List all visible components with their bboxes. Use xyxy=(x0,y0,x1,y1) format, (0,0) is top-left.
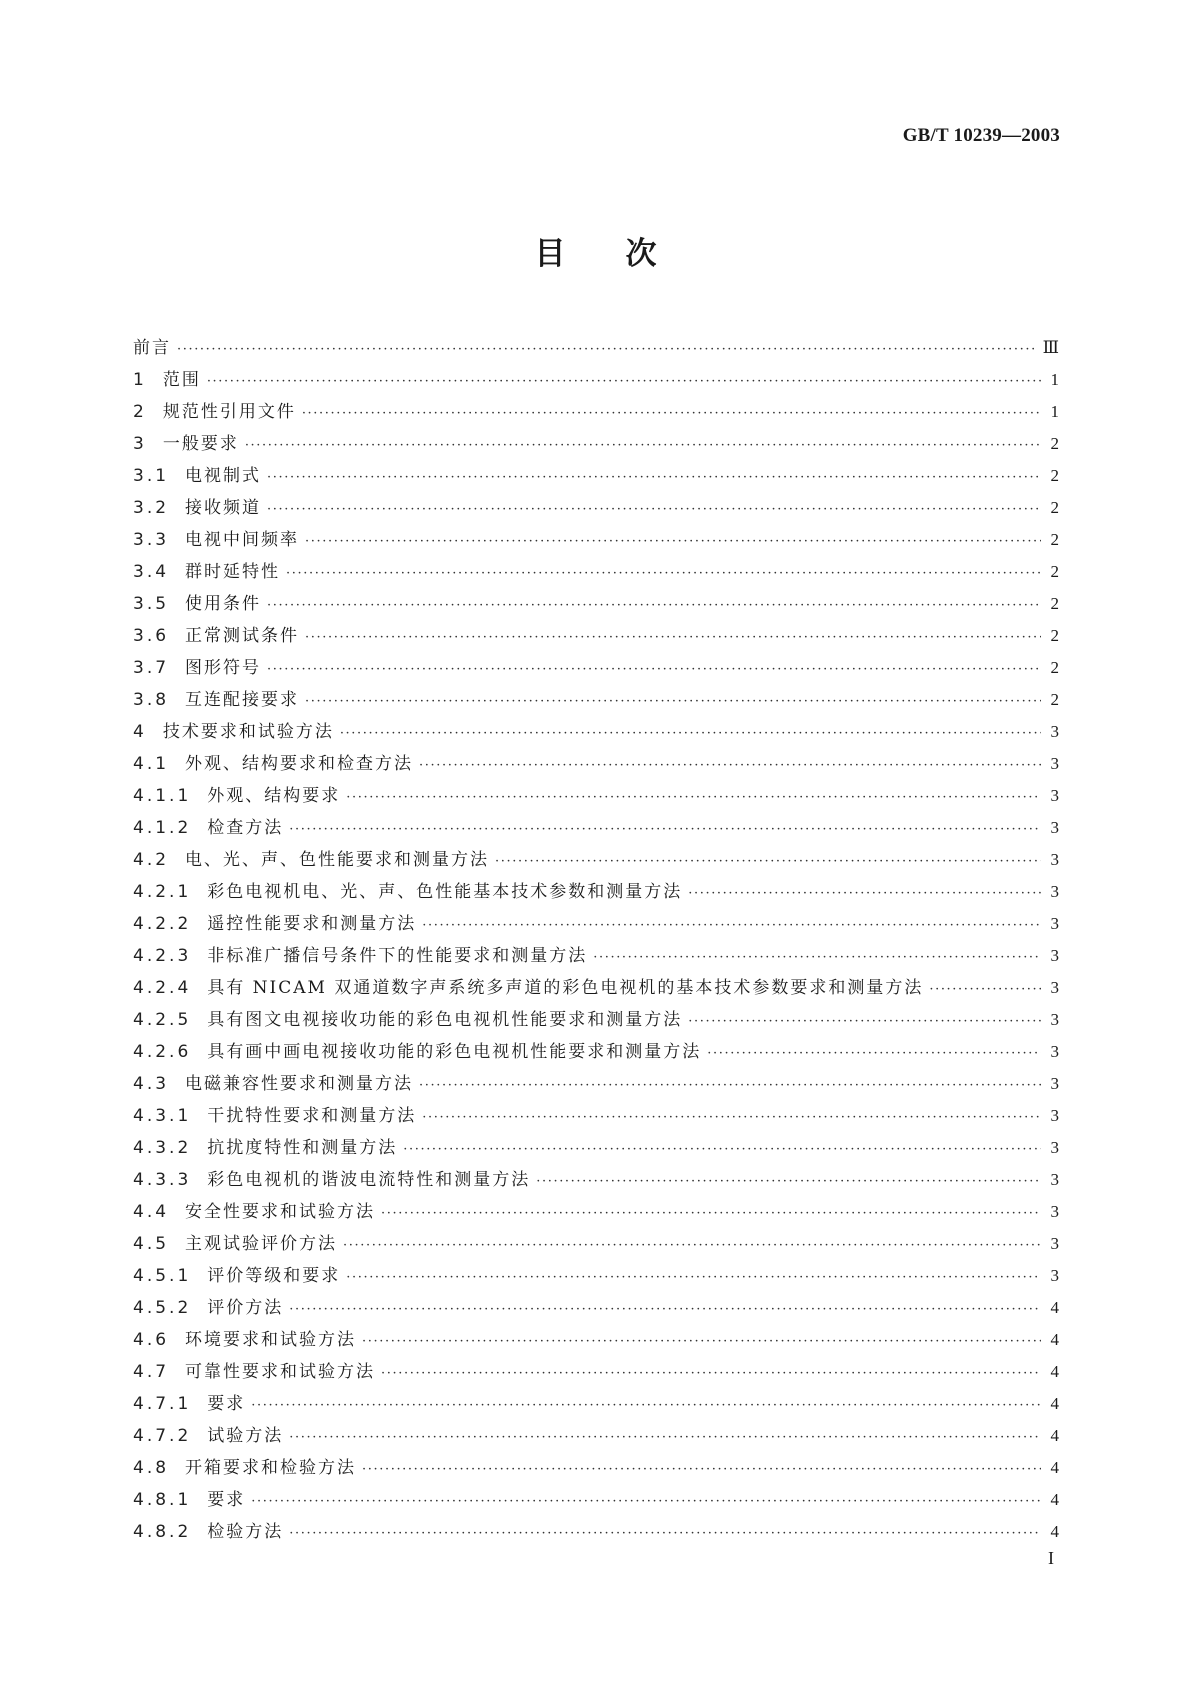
standard-code: GB/T 10239—2003 xyxy=(902,125,1060,146)
toc-leader-dots xyxy=(688,1006,1041,1038)
toc-entry-page: 3 xyxy=(1050,1074,1059,1093)
toc-entry[interactable] xyxy=(133,588,1059,620)
toc-entry[interactable] xyxy=(133,1036,1059,1068)
toc-entry[interactable] xyxy=(133,396,1059,428)
toc-leader-dots xyxy=(707,1038,1041,1070)
toc-entry-number: 3.2 xyxy=(133,498,170,518)
toc-entry-number: 4.1.2 xyxy=(133,818,192,838)
toc-entry-number: 3.6 xyxy=(133,626,170,646)
toc-entry-page: 3 xyxy=(1050,850,1059,869)
page-number: I xyxy=(1048,1548,1054,1568)
toc-entry[interactable] xyxy=(133,1228,1059,1260)
toc-entry-number: 4.2.2 xyxy=(133,914,192,934)
toc-leader-dots xyxy=(422,910,1041,942)
toc-entry-title: 图形符号 xyxy=(185,658,262,678)
toc-entry-number: 3.3 xyxy=(133,530,170,550)
toc-entry[interactable] xyxy=(133,1132,1059,1164)
toc-entry[interactable] xyxy=(133,1388,1059,1420)
toc-entry-title: 主观试验评价方法 xyxy=(185,1234,338,1254)
toc-entry-title: 规范性引用文件 xyxy=(162,402,296,422)
toc-entry-number: 3.5 xyxy=(133,594,170,614)
toc-entry[interactable] xyxy=(133,940,1059,972)
toc-entry[interactable] xyxy=(133,1516,1059,1548)
toc-entry-number: 4.8.1 xyxy=(133,1490,192,1510)
toc-entry[interactable] xyxy=(133,428,1059,460)
toc-entry-title: 正常测试条件 xyxy=(185,626,300,646)
toc-leader-dots xyxy=(251,1390,1041,1422)
toc-entry[interactable] xyxy=(133,684,1059,716)
toc-entry-title: 一般要求 xyxy=(162,434,239,454)
toc-leader-dots xyxy=(346,1262,1041,1294)
toc-entry[interactable] xyxy=(133,748,1059,780)
toc-entry[interactable] xyxy=(133,812,1059,844)
toc-entry-page: 3 xyxy=(1050,1138,1059,1157)
toc-entry-page: 4 xyxy=(1050,1394,1059,1413)
toc-entry-number: 4.3.1 xyxy=(133,1106,192,1126)
toc-entry-page: 2 xyxy=(1050,594,1059,613)
toc-entry-title: 群时延特性 xyxy=(185,562,281,582)
toc-leader-dots xyxy=(289,1422,1041,1454)
toc-entry-title: 电磁兼容性要求和测量方法 xyxy=(185,1074,414,1094)
toc-entry-page: 4 xyxy=(1050,1522,1059,1541)
toc-entry[interactable] xyxy=(133,1452,1059,1484)
toc-leader-dots xyxy=(305,622,1041,654)
toc-leader-dots xyxy=(286,558,1041,590)
toc-entry-page: 3 xyxy=(1050,978,1059,997)
toc-entry-page: 3 xyxy=(1050,946,1059,965)
toc-entry-page: 2 xyxy=(1050,498,1059,517)
toc-entry-number: 4.6 xyxy=(133,1330,170,1350)
toc-entry[interactable] xyxy=(133,1068,1059,1100)
toc-entry-page: 3 xyxy=(1050,1170,1059,1189)
toc-entry-number: 4.2.1 xyxy=(133,882,192,902)
toc-entry-number: 3.4 xyxy=(133,562,170,582)
toc-entry[interactable] xyxy=(133,652,1059,684)
toc-entry-number: 4.2.4 xyxy=(133,978,192,998)
toc-leader-dots xyxy=(305,686,1041,718)
toc-entry-page: 2 xyxy=(1050,530,1059,549)
toc-entry-title: 前言 xyxy=(133,338,171,358)
toc-entry-page: 1 xyxy=(1050,370,1059,389)
toc-entry[interactable] xyxy=(133,1484,1059,1516)
toc-entry-number: 4.1 xyxy=(133,754,170,774)
toc-entry-page: 3 xyxy=(1050,1234,1059,1253)
toc-entry-number: 3.7 xyxy=(133,658,170,678)
toc-entry-title: 彩色电视机的谐波电流特性和测量方法 xyxy=(207,1170,531,1190)
toc-leader-dots xyxy=(267,654,1041,686)
toc-entry-number: 3 xyxy=(133,434,147,454)
toc-entry-title: 抗扰度特性和测量方法 xyxy=(207,1138,398,1158)
toc-entry-number: 4.7.2 xyxy=(133,1426,192,1446)
toc-entry-title: 评价等级和要求 xyxy=(207,1266,341,1286)
toc-leader-dots xyxy=(362,1326,1041,1358)
toc-entry-page: 3 xyxy=(1050,722,1059,741)
toc-entry-title: 遥控性能要求和测量方法 xyxy=(207,914,417,934)
toc-entry-title: 检查方法 xyxy=(207,818,284,838)
toc-entry[interactable] xyxy=(133,1004,1059,1036)
toc-entry-page: 4 xyxy=(1050,1298,1059,1317)
toc-leader-dots xyxy=(381,1358,1041,1390)
toc-entry[interactable] xyxy=(133,1324,1059,1356)
toc-entry-page: Ⅲ xyxy=(1042,338,1059,357)
toc-entry[interactable] xyxy=(133,1356,1059,1388)
toc-entry-number: 4.3.3 xyxy=(133,1170,192,1190)
toc-leader-dots xyxy=(593,942,1041,974)
toc-entry[interactable] xyxy=(133,876,1059,908)
toc-entry-title: 电、光、声、色性能要求和测量方法 xyxy=(185,850,490,870)
toc-entry-title: 电视制式 xyxy=(185,466,262,486)
toc-entry-title: 安全性要求和试验方法 xyxy=(185,1202,376,1222)
toc-entry-title: 具有画中画电视接收功能的彩色电视机性能要求和测量方法 xyxy=(207,1042,702,1062)
toc-entry-page: 3 xyxy=(1050,818,1059,837)
toc-entry[interactable] xyxy=(133,1260,1059,1292)
toc-entry-number: 4.7.1 xyxy=(133,1394,192,1414)
toc-entry-number: 4.5.1 xyxy=(133,1266,192,1286)
toc-leader-dots xyxy=(929,974,1041,1006)
toc-entry[interactable] xyxy=(133,1164,1059,1196)
toc-entry-number: 4.2 xyxy=(133,850,170,870)
toc-entry-title: 环境要求和试验方法 xyxy=(185,1330,357,1350)
toc-entry-number: 4.8.2 xyxy=(133,1522,192,1542)
toc-entry-number: 4.3.2 xyxy=(133,1138,192,1158)
toc-entry-page: 2 xyxy=(1050,658,1059,677)
toc-leader-dots xyxy=(177,334,1037,366)
toc-leader-dots xyxy=(495,846,1041,878)
toc-entry-page: 3 xyxy=(1050,1202,1059,1221)
toc-entry-title: 外观、结构要求和检查方法 xyxy=(185,754,414,774)
toc-leader-dots xyxy=(536,1166,1041,1198)
table-of-contents xyxy=(133,332,1059,1548)
toc-entry-number: 4.2.5 xyxy=(133,1010,192,1030)
toc-entry-number: 4.2.3 xyxy=(133,946,192,966)
toc-entry[interactable] xyxy=(133,492,1059,524)
toc-entry-number: 4 xyxy=(133,722,147,742)
toc-entry-page: 3 xyxy=(1050,1010,1059,1029)
toc-entry-title: 试验方法 xyxy=(207,1426,284,1446)
toc-entry[interactable] xyxy=(133,716,1059,748)
toc-leader-dots xyxy=(267,462,1041,494)
toc-entry[interactable] xyxy=(133,524,1059,556)
toc-entry-number: 3.8 xyxy=(133,690,170,710)
toc-entry-page: 2 xyxy=(1050,466,1059,485)
toc-entry[interactable] xyxy=(133,1100,1059,1132)
toc-entry-page: 2 xyxy=(1050,434,1059,453)
toc-entry-page: 3 xyxy=(1050,882,1059,901)
toc-entry[interactable] xyxy=(133,364,1059,396)
toc-leader-dots xyxy=(267,590,1041,622)
toc-leader-dots xyxy=(381,1198,1041,1230)
toc-entry-title: 具有 NICAM 双通道数字声系统多声道的彩色电视机的基本技术参数要求和测量方法 xyxy=(207,978,924,998)
toc-entry-number: 3.1 xyxy=(133,466,170,486)
toc-entry-title: 接收频道 xyxy=(185,498,262,518)
toc-entry-title: 检验方法 xyxy=(207,1522,284,1542)
toc-leader-dots xyxy=(251,1486,1041,1518)
toc-leader-dots xyxy=(289,1294,1041,1326)
toc-entry-title: 要求 xyxy=(207,1490,246,1510)
toc-entry-page: 2 xyxy=(1050,562,1059,581)
toc-entry[interactable] xyxy=(133,972,1059,1004)
toc-entry[interactable] xyxy=(133,844,1059,876)
toc-entry-title: 范围 xyxy=(162,370,201,390)
toc-leader-dots xyxy=(422,1102,1041,1134)
toc-leader-dots xyxy=(419,1070,1041,1102)
toc-entry-title: 可靠性要求和试验方法 xyxy=(185,1362,376,1382)
toc-leader-dots xyxy=(289,814,1041,846)
toc-entry[interactable] xyxy=(133,460,1059,492)
toc-entry[interactable] xyxy=(133,1196,1059,1228)
toc-leader-dots xyxy=(207,366,1041,398)
toc-entry-page: 2 xyxy=(1050,626,1059,645)
toc-entry-title: 外观、结构要求 xyxy=(207,786,341,806)
toc-entry-title: 要求 xyxy=(207,1394,246,1414)
toc-entry-number: 4.2.6 xyxy=(133,1042,192,1062)
toc-leader-dots xyxy=(419,750,1041,782)
toc-entry-title: 技术要求和试验方法 xyxy=(162,722,334,742)
toc-entry-page: 4 xyxy=(1050,1362,1059,1381)
toc-entry-page: 3 xyxy=(1050,914,1059,933)
toc-entry[interactable] xyxy=(133,1292,1059,1324)
toc-entry-page: 3 xyxy=(1050,1042,1059,1061)
toc-entry[interactable] xyxy=(133,908,1059,940)
toc-entry-title: 干扰特性要求和测量方法 xyxy=(207,1106,417,1126)
toc-entry-page: 4 xyxy=(1050,1458,1059,1477)
toc-entry-number: 4.5.2 xyxy=(133,1298,192,1318)
toc-entry-title: 具有图文电视接收功能的彩色电视机性能要求和测量方法 xyxy=(207,1010,683,1030)
toc-entry-number: 1 xyxy=(133,370,147,390)
toc-leader-dots xyxy=(688,878,1041,910)
toc-entry-page: 4 xyxy=(1050,1426,1059,1445)
toc-entry-title: 电视中间频率 xyxy=(185,530,300,550)
toc-entry-page: 1 xyxy=(1050,402,1059,421)
page-title: 目次 xyxy=(534,236,717,272)
toc-entry-title: 互连配接要求 xyxy=(185,690,300,710)
toc-entry-page: 4 xyxy=(1050,1490,1059,1509)
toc-leader-dots xyxy=(267,494,1041,526)
toc-entry[interactable] xyxy=(133,556,1059,588)
toc-entry-title: 评价方法 xyxy=(207,1298,284,1318)
toc-entry-page: 4 xyxy=(1050,1330,1059,1349)
toc-entry-page: 3 xyxy=(1050,754,1059,773)
toc-entry[interactable] xyxy=(133,620,1059,652)
toc-entry-title: 彩色电视机电、光、声、色性能基本技术参数和测量方法 xyxy=(207,882,683,902)
toc-leader-dots xyxy=(289,1518,1041,1550)
toc-entry-number: 4.1.1 xyxy=(133,786,192,806)
toc-entry-page: 3 xyxy=(1050,1266,1059,1285)
toc-entry-number: 4.4 xyxy=(133,1202,170,1222)
toc-leader-dots xyxy=(343,1230,1041,1262)
toc-entry-page: 3 xyxy=(1050,1106,1059,1125)
toc-entry-number: 4.8 xyxy=(133,1458,170,1478)
toc-leader-dots xyxy=(305,526,1041,558)
toc-entry-number: 4.5 xyxy=(133,1234,170,1254)
toc-entry[interactable] xyxy=(133,332,1059,364)
toc-entry-number: 4.7 xyxy=(133,1362,170,1382)
toc-entry-title: 非标准广播信号条件下的性能要求和测量方法 xyxy=(207,946,588,966)
toc-entry-page: 3 xyxy=(1050,786,1059,805)
toc-entry-number: 2 xyxy=(133,402,147,422)
toc-entry-title: 使用条件 xyxy=(185,594,262,614)
toc-leader-dots xyxy=(346,782,1041,814)
toc-leader-dots xyxy=(403,1134,1041,1166)
toc-leader-dots xyxy=(340,718,1041,750)
toc-entry[interactable] xyxy=(133,780,1059,812)
toc-entry[interactable] xyxy=(133,1420,1059,1452)
toc-entry-page: 2 xyxy=(1050,690,1059,709)
toc-leader-dots xyxy=(362,1454,1041,1486)
toc-leader-dots xyxy=(302,398,1041,430)
toc-leader-dots xyxy=(245,430,1041,462)
toc-entry-number: 4.3 xyxy=(133,1074,170,1094)
toc-entry-title: 开箱要求和检验方法 xyxy=(185,1458,357,1478)
